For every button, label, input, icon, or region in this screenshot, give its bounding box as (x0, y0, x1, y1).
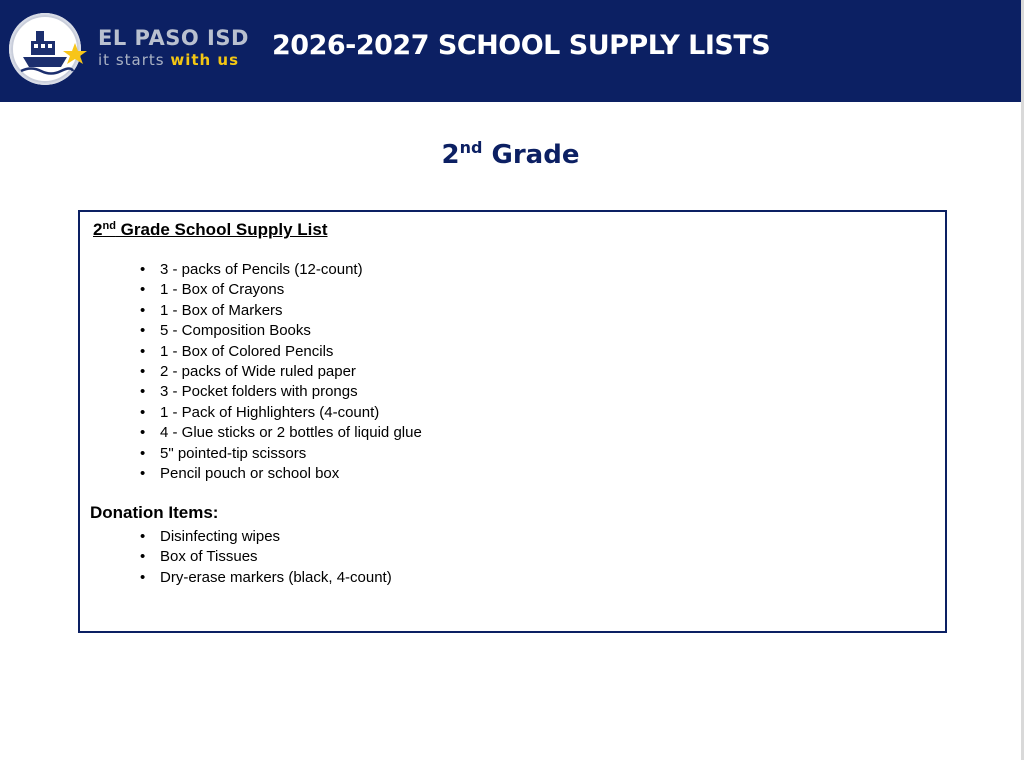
supply-item-text: 4 - Glue sticks or 2 bottles of liquid glue (160, 424, 422, 442)
supply-list-box (78, 210, 947, 633)
supply-item-text: 1 - Box of Markers (160, 301, 283, 319)
donation-item-text: Disinfecting wipes (160, 528, 281, 545)
supply-heading-number: 2 (93, 220, 103, 239)
bullet-icon: • (140, 342, 146, 360)
donation-items-list (140, 527, 392, 588)
supply-item-text: 3 - packs of Pencils (12-count) (160, 261, 363, 278)
list-item (140, 568, 392, 588)
bullet-icon: • (140, 444, 146, 462)
grade-title-number: 2 (441, 140, 460, 170)
bullet-icon: • (140, 403, 146, 421)
bullet-icon: • (140, 568, 146, 586)
list-item (140, 321, 422, 341)
tagline-highlight: with us (170, 51, 240, 69)
bullet-icon: • (140, 424, 146, 442)
list-item (140, 527, 392, 547)
bullet-icon: • (140, 363, 146, 381)
grade-title-word: Grade (482, 140, 580, 170)
district-logo-text (98, 26, 268, 70)
list-item (140, 444, 422, 464)
list-item (140, 403, 422, 423)
supply-item-text: 1 - Pack of Highlighters (4-count) (160, 403, 380, 421)
supply-item-text: 1 - Box of Crayons (160, 281, 285, 299)
supply-items-list (140, 260, 422, 484)
list-item (140, 382, 422, 402)
tagline-prefix: it starts (98, 51, 171, 69)
list-item (140, 464, 422, 484)
district-tagline (98, 50, 268, 70)
supply-heading-rest: Grade School Supply List (115, 220, 328, 239)
list-item (140, 301, 422, 321)
ship-with-star-logo-icon (9, 13, 81, 85)
supply-item-text: 5" pointed-tip scissors (160, 444, 307, 462)
list-item (140, 342, 422, 362)
donation-items-heading: Donation Items: (90, 503, 219, 522)
supply-item-text: 1 - Box of Colored Pencils (160, 342, 334, 360)
list-item (140, 280, 422, 300)
header-banner (0, 0, 1021, 102)
donation-item-text: Box of Tissues (160, 548, 258, 566)
supply-item-text: 3 - Pocket folders with prongs (160, 383, 358, 401)
list-item (140, 260, 422, 280)
district-name: EL PASO ISD (98, 26, 249, 50)
bullet-icon: • (140, 528, 146, 545)
supply-item-text: 5 - Composition Books (160, 322, 311, 340)
supply-item-text: 2 - packs of Wide ruled paper (160, 363, 356, 381)
bullet-icon: • (140, 465, 146, 483)
donation-item-text: Dry-erase markers (black, 4-count) (160, 568, 392, 586)
bullet-icon: • (140, 322, 146, 340)
bullet-icon: • (140, 383, 146, 401)
grade-title (0, 140, 1021, 170)
banner-title: 2026-2027 SCHOOL SUPPLY LISTS (272, 30, 771, 61)
supply-heading-suffix: nd (102, 220, 116, 232)
grade-title-suffix: nd (459, 138, 483, 157)
bullet-icon: • (140, 261, 146, 278)
list-item (140, 423, 422, 443)
list-item (140, 547, 392, 567)
supply-list-heading (93, 220, 328, 240)
list-item (140, 362, 422, 382)
bullet-icon: • (140, 548, 146, 566)
bullet-icon: • (140, 281, 146, 299)
supply-item-text: Pencil pouch or school box (160, 465, 340, 483)
bullet-icon: • (140, 301, 146, 319)
